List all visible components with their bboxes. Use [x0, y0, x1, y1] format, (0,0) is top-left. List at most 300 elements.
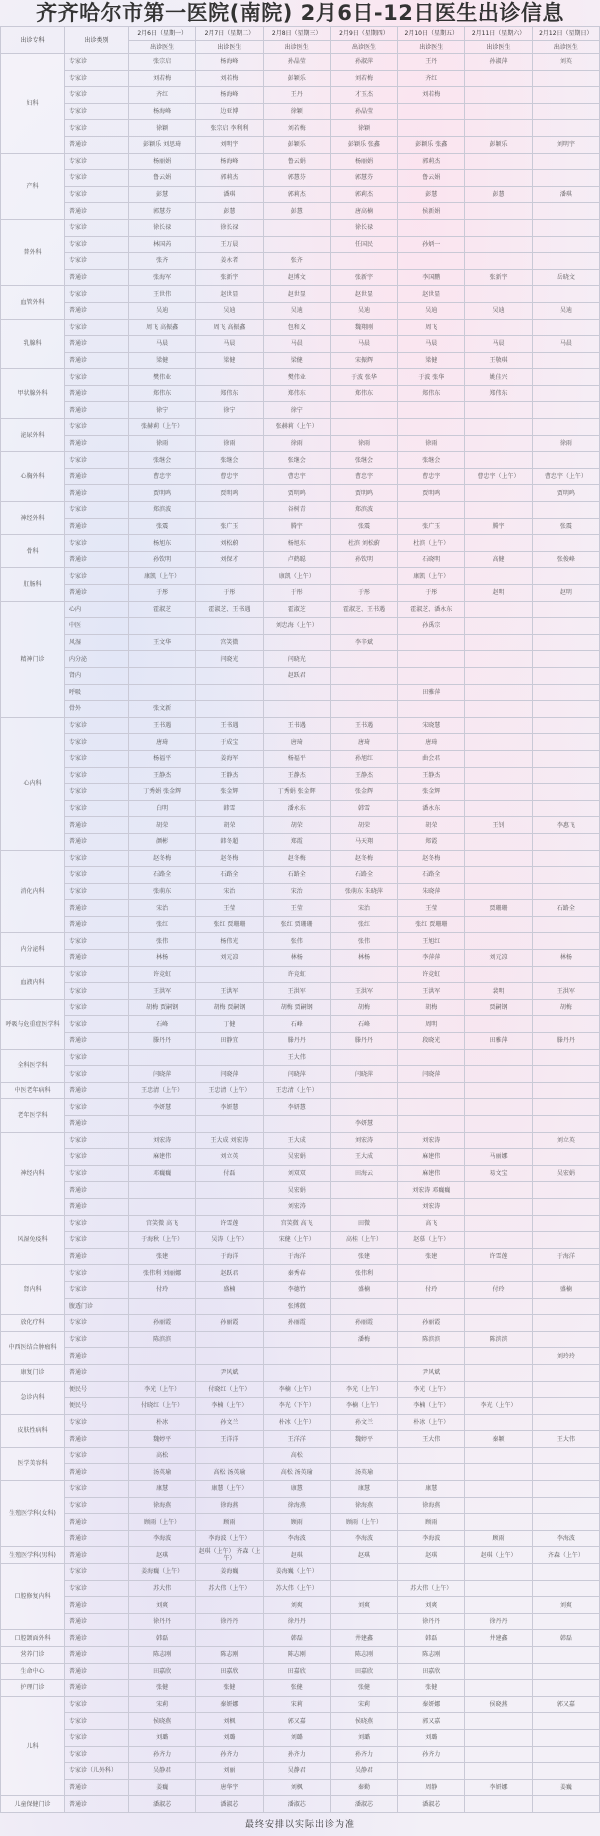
doctor-cell: 彭颖乐 — [263, 70, 330, 87]
doctor-cell: 侯晓燕 — [465, 1696, 532, 1713]
doctor-cell: 潘淑芯 — [263, 1796, 330, 1813]
doctor-cell: 顾雨（上午） — [330, 1514, 397, 1531]
doctor-cell — [465, 1514, 532, 1531]
doctor-cell: 王洪军 — [398, 983, 465, 1000]
doctor-cell: 刘璐 — [129, 1729, 196, 1746]
doctor-cell — [465, 1497, 532, 1514]
doctor-cell: 付磊 — [196, 1165, 263, 1182]
table-row — [1, 618, 600, 635]
doctor-cell — [532, 1464, 599, 1481]
doctor-cell: 刘宏涛 — [330, 1132, 397, 1149]
doctor-cell — [330, 419, 397, 436]
doctor-cell — [129, 1049, 196, 1066]
doctor-cell: 曹忠宇 — [330, 468, 397, 485]
doctor-cell: 吴迪 — [532, 302, 599, 319]
table-row — [1, 219, 600, 236]
table-row — [1, 1248, 600, 1265]
doctor-cell: 赵冬梅 — [129, 850, 196, 867]
table-row — [1, 800, 600, 817]
doctor-cell — [532, 1746, 599, 1763]
doctor-cell — [532, 385, 599, 402]
doctor-cell — [532, 1763, 599, 1780]
table-row — [1, 1348, 600, 1365]
doctor-cell — [532, 1796, 599, 1813]
doctor-cell: 王忠清（上午） — [129, 1082, 196, 1099]
dept-cell: 神经内科 — [1, 1132, 65, 1215]
doctor-cell: 梁健 — [398, 352, 465, 369]
doctor-cell: 杨丽娟 — [129, 153, 196, 170]
doctor-cell: 刘元凉 — [465, 950, 532, 967]
doctor-cell: 吴静君 — [129, 1763, 196, 1780]
dept-cell: 心内科 — [1, 717, 65, 850]
dept-cell: 普外科 — [1, 219, 65, 285]
table-row — [1, 585, 600, 602]
doctor-cell: 刘双双 — [263, 1165, 330, 1182]
doctor-cell — [532, 103, 599, 120]
doctor-cell: 霍淑芝、王书遇 — [330, 601, 397, 618]
doctor-cell: 王静杰 — [263, 767, 330, 784]
doctor-cell: 李惠飞 — [532, 817, 599, 834]
doctor-cell — [330, 1099, 397, 1116]
doctor-cell: 马晨 — [263, 336, 330, 353]
doctor-cell: 丁秀娟 张金辉 — [129, 784, 196, 801]
doctor-cell: 徐长禄 — [129, 219, 196, 236]
doctor-cell: 闫晓光 — [263, 651, 330, 668]
doctor-cell: 尹风斌 — [196, 1364, 263, 1381]
doctor-cell: 陈滨滨 — [398, 1331, 465, 1348]
dept-cell: 生殖医学科(女科) — [1, 1481, 65, 1547]
table-row — [1, 701, 600, 718]
doctor-cell: 赵冬梅 — [398, 850, 465, 867]
doctor-cell: 李海波 — [129, 1530, 196, 1547]
doctor-cell — [532, 1066, 599, 1083]
doctor-cell — [465, 833, 532, 850]
table-row — [1, 1746, 600, 1763]
doctor-cell — [129, 667, 196, 684]
doctor-cell: 郑伟东 — [263, 385, 330, 402]
doctor-cell: 曲会君 — [398, 750, 465, 767]
table-row — [1, 684, 600, 701]
doctor-cell: 井建鑫 — [465, 1630, 532, 1647]
type-cell: 普通诊 — [65, 1663, 129, 1680]
doctor-cell: 苏大伟（上午） — [263, 1580, 330, 1597]
doctor-cell: 田静宜 — [196, 1033, 263, 1050]
doctor-cell — [465, 1348, 532, 1365]
type-cell: 普通诊 — [65, 485, 129, 502]
doctor-cell: 唐琦 — [129, 734, 196, 751]
doctor-cell — [196, 1348, 263, 1365]
doctor-cell — [196, 1298, 263, 1315]
doctor-cell — [196, 1182, 263, 1199]
table-row — [1, 319, 600, 336]
doctor-cell: 刘英 — [532, 54, 599, 71]
doctor-cell — [532, 800, 599, 817]
doctor-cell — [532, 1613, 599, 1630]
doctor-cell: 潘永东 — [398, 800, 465, 817]
doctor-cell — [532, 352, 599, 369]
doctor-cell — [465, 1315, 532, 1332]
table-row — [1, 1547, 600, 1564]
table-row — [1, 1331, 600, 1348]
type-cell: 专家诊 — [65, 419, 129, 436]
doctor-cell: 胡荣 — [263, 817, 330, 834]
doctor-cell — [129, 1182, 196, 1199]
doctor-cell: 胡梅 — [398, 999, 465, 1016]
doctor-cell: 赵世显 — [330, 286, 397, 303]
doctor-cell — [196, 667, 263, 684]
doctor-cell: 孙齐力 — [129, 1746, 196, 1763]
doctor-cell — [465, 1265, 532, 1282]
dept-cell: 儿科 — [1, 1696, 65, 1796]
doctor-cell: 侯新娟 — [398, 203, 465, 220]
doctor-cell: 王书遇 — [129, 717, 196, 734]
table-row — [1, 1481, 600, 1498]
doctor-cell — [465, 452, 532, 469]
doctor-cell: 张健 — [129, 1680, 196, 1697]
doctor-cell: 林杨 — [532, 950, 599, 967]
doctor-cell — [532, 734, 599, 751]
type-cell: 便民号 — [65, 1381, 129, 1398]
doctor-cell: 张海军 — [129, 269, 196, 286]
doctor-cell: 于海洋 — [532, 1248, 599, 1265]
doctor-cell — [532, 170, 599, 187]
doctor-cell: 于成宝 — [196, 734, 263, 751]
doctor-cell — [465, 1232, 532, 1249]
doctor-cell — [532, 153, 599, 170]
doctor-cell: 于海秋（上午） — [129, 1232, 196, 1249]
doctor-cell — [465, 219, 532, 236]
doctor-cell — [532, 701, 599, 718]
dept-cell: 肛肠科 — [1, 568, 65, 601]
doctor-cell: 潘永东 — [263, 800, 330, 817]
doctor-cell: 吴宏娟 — [263, 1149, 330, 1166]
doctor-cell: 王静杰 — [398, 767, 465, 784]
dept-cell: 消化内科 — [1, 850, 65, 933]
dept-cell: 骨科 — [1, 535, 65, 568]
doctor-cell: 张继会 — [129, 452, 196, 469]
doctor-cell — [330, 1580, 397, 1597]
doctor-cell: 姜海巍（上午） — [263, 1564, 330, 1581]
doctor-cell — [196, 369, 263, 386]
doctor-cell: 杨海峰 — [129, 103, 196, 120]
type-cell: 普通诊 — [65, 1630, 129, 1647]
table-row — [1, 1597, 600, 1614]
doctor-cell — [465, 1182, 532, 1199]
doctor-cell: 刘明宇 — [532, 136, 599, 153]
doctor-cell: 滕丹丹 — [263, 1033, 330, 1050]
doctor-cell: 康慧 — [398, 1481, 465, 1498]
doctor-cell: 曹忠宇 — [263, 468, 330, 485]
doctor-cell: 孙禹宗 — [398, 618, 465, 635]
doctor-cell — [129, 684, 196, 701]
doctor-cell — [196, 1049, 263, 1066]
doctor-cell — [330, 1564, 397, 1581]
doctor-cell: 宋莉 — [129, 1696, 196, 1713]
doctor-cell: 李楠（上午） — [330, 1398, 397, 1415]
table-row — [1, 717, 600, 734]
type-cell: 专家诊 — [65, 1016, 129, 1033]
doctor-cell: 滕丹丹 — [330, 1033, 397, 1050]
table-row — [1, 1729, 600, 1746]
type-cell: 专家诊 — [65, 1315, 129, 1332]
doctor-cell: 孙丽霞 — [196, 1315, 263, 1332]
doctor-cell: 胡梅 贾嗣钢 — [196, 999, 263, 1016]
type-cell: 普通诊 — [65, 950, 129, 967]
doctor-cell: 李光（上午） — [330, 1381, 397, 1398]
doctor-cell: 侯晓燕 — [330, 1713, 397, 1730]
doctor-cell: 赵明 — [532, 585, 599, 602]
dept-cell: 呼吸与危重症医学科 — [1, 999, 65, 1049]
doctor-cell: 闫晓萍 — [330, 1066, 397, 1083]
doctor-cell: 郑伟东 — [196, 385, 263, 402]
table-row — [1, 767, 600, 784]
table-row — [1, 153, 600, 170]
doctor-cell — [263, 634, 330, 651]
doctor-cell: 王洪军 — [129, 983, 196, 1000]
type-cell: 普通诊 — [65, 900, 129, 917]
type-cell: 专家诊 — [65, 568, 129, 585]
doctor-cell: 王洋洋 — [196, 1431, 263, 1448]
doctor-cell: 王莹 — [196, 900, 263, 917]
doctor-cell: 霍淑芝 — [129, 601, 196, 618]
doctor-cell: 王忠清（上午） — [263, 1082, 330, 1099]
doctor-cell: 刘保才 — [196, 551, 263, 568]
type-cell: 普通诊 — [65, 1613, 129, 1630]
table-row — [1, 1381, 600, 1398]
header-date: 2月6日（星期一） — [129, 27, 196, 41]
type-cell: 普通诊 — [65, 336, 129, 353]
doctor-cell: 鲁云娟 — [263, 153, 330, 170]
type-cell: 专家诊 — [65, 1564, 129, 1581]
doctor-cell: 李光（上午） — [465, 1398, 532, 1415]
doctor-cell: 刘明宇 — [196, 136, 263, 153]
type-cell: 腹透门诊 — [65, 1298, 129, 1315]
doctor-cell: 张萌东 朱晓萍 — [330, 883, 397, 900]
table-row — [1, 1414, 600, 1431]
doctor-cell — [263, 1331, 330, 1348]
doctor-cell: 高松 — [263, 1447, 330, 1464]
doctor-cell: 王大伟 — [532, 1431, 599, 1448]
type-cell: 专家诊 — [65, 54, 129, 71]
doctor-cell — [398, 103, 465, 120]
table-row — [1, 1165, 600, 1182]
doctor-cell: 赵冬梅 — [196, 850, 263, 867]
doctor-cell — [398, 1447, 465, 1464]
doctor-cell — [398, 1564, 465, 1581]
doctor-cell: 康凯（上午） — [129, 568, 196, 585]
doctor-cell — [398, 1049, 465, 1066]
doctor-cell — [465, 1414, 532, 1431]
doctor-cell: 赵世显 — [263, 286, 330, 303]
doctor-cell: 裴明 — [465, 983, 532, 1000]
doctor-cell: 吴涛（上午） — [196, 1232, 263, 1249]
doctor-cell: 于彤 — [129, 585, 196, 602]
doctor-cell: 赵琪 — [263, 1547, 330, 1564]
table-row — [1, 1431, 600, 1448]
doctor-cell — [465, 103, 532, 120]
dept-cell: 中西医结合肿瘤科 — [1, 1331, 65, 1364]
doctor-cell: 孙淑萍 — [465, 54, 532, 71]
header-doctor: 出诊医生 — [196, 41, 263, 54]
table-row — [1, 551, 600, 568]
doctor-cell: 李妍慧 — [196, 1099, 263, 1116]
doctor-cell — [532, 867, 599, 884]
doctor-cell: 赵世显 — [196, 286, 263, 303]
type-cell: 专家诊 — [65, 750, 129, 767]
doctor-cell: 王大伟 — [263, 1049, 330, 1066]
doctor-cell: 杨丽娟 — [330, 153, 397, 170]
doctor-cell: 于彤 — [196, 585, 263, 602]
doctor-cell: 赵冬梅 — [330, 850, 397, 867]
doctor-cell: 彭慧 — [263, 203, 330, 220]
doctor-cell: 宋治 — [263, 883, 330, 900]
doctor-cell — [532, 883, 599, 900]
doctor-cell: 刘枫 — [263, 1779, 330, 1796]
doctor-cell — [465, 883, 532, 900]
type-cell: 专家诊 — [65, 1713, 129, 1730]
doctor-cell — [532, 87, 599, 104]
doctor-cell: 李海波 — [263, 1530, 330, 1547]
doctor-cell: 林国芮 — [129, 236, 196, 253]
table-row — [1, 1182, 600, 1199]
doctor-cell: 吴迪 — [196, 302, 263, 319]
doctor-cell: 姜海巍 — [196, 1564, 263, 1581]
doctor-cell — [532, 502, 599, 519]
table-row — [1, 734, 600, 751]
doctor-cell — [532, 70, 599, 87]
table-row — [1, 120, 600, 137]
type-cell: 专家诊 — [65, 867, 129, 884]
doctor-cell: 石峰 — [263, 1016, 330, 1033]
doctor-cell: 张齐 — [263, 253, 330, 270]
dept-cell: 内分泌科 — [1, 933, 65, 966]
doctor-cell: 刘宏涛 — [398, 1132, 465, 1149]
type-cell: 专家诊 — [65, 153, 129, 170]
doctor-cell: 刘璐 — [263, 1729, 330, 1746]
type-cell: 专家诊 — [65, 1232, 129, 1249]
doctor-cell: 唐华宇 — [196, 1779, 263, 1796]
doctor-cell — [465, 1663, 532, 1680]
doctor-cell — [532, 1182, 599, 1199]
doctor-cell: 郭莉杰 — [263, 186, 330, 203]
type-cell: 专家诊 — [65, 800, 129, 817]
doctor-cell: 马天翔 — [330, 833, 397, 850]
dept-cell: 护理门诊 — [1, 1680, 65, 1697]
doctor-cell: 才玉杰 — [330, 87, 397, 104]
dept-cell: 产科 — [1, 153, 65, 219]
doctor-cell: 石路全 — [532, 900, 599, 917]
doctor-cell: 高松 — [129, 1447, 196, 1464]
doctor-cell: 陈志刚 — [129, 1647, 196, 1664]
doctor-cell — [398, 1082, 465, 1099]
type-cell: 普通诊 — [65, 1364, 129, 1381]
doctor-cell — [465, 1116, 532, 1133]
doctor-cell: 周飞 — [398, 319, 465, 336]
doctor-cell — [532, 916, 599, 933]
doctor-cell: 徐丹丹 — [196, 1613, 263, 1630]
doctor-cell: 汤英瑜 — [129, 1464, 196, 1481]
doctor-cell: 刘松蔚 — [196, 535, 263, 552]
doctor-cell: 郭莉杰 — [330, 186, 397, 203]
doctor-cell — [532, 784, 599, 801]
dept-cell: 医学美容科 — [1, 1447, 65, 1480]
doctor-cell: 张红 — [330, 916, 397, 933]
doctor-cell: 康慧 — [330, 1481, 397, 1498]
doctor-cell — [465, 1564, 532, 1581]
doctor-cell — [330, 1082, 397, 1099]
table-row — [1, 1680, 600, 1697]
doctor-cell: 潘淑芯 — [398, 1796, 465, 1813]
doctor-cell: 苏大伟 — [129, 1580, 196, 1597]
doctor-cell: 刘璐 — [330, 1729, 397, 1746]
doctor-cell: 田海云 — [330, 1165, 397, 1182]
doctor-cell: 秦妍娜 — [398, 1696, 465, 1713]
doctor-cell: 陈志刚 — [196, 1647, 263, 1664]
doctor-cell: 宋晓慧 — [398, 717, 465, 734]
doctor-cell: 张伟利 刘丽娜 — [129, 1265, 196, 1282]
doctor-cell — [398, 1116, 465, 1133]
type-cell: 普通诊 — [65, 916, 129, 933]
doctor-cell: 李妍慧 — [129, 1099, 196, 1116]
type-cell: 心内 — [65, 601, 129, 618]
doctor-cell: 王洪军 — [196, 983, 263, 1000]
doctor-cell: 闫晓光 — [196, 651, 263, 668]
doctor-cell — [330, 1049, 397, 1066]
table-row — [1, 833, 600, 850]
doctor-cell — [465, 1016, 532, 1033]
type-cell: 专家诊 — [65, 369, 129, 386]
doctor-cell — [465, 1763, 532, 1780]
doctor-cell — [398, 419, 465, 436]
doctor-cell: 易文宝 — [465, 1165, 532, 1182]
doctor-cell: 赵跃君 — [196, 1265, 263, 1282]
doctor-cell — [532, 767, 599, 784]
type-cell: 专家诊 — [65, 1281, 129, 1298]
doctor-cell: 彭颖乐 张鑫 — [398, 136, 465, 153]
type-cell: 普通诊 — [65, 833, 129, 850]
doctor-cell: 张震 — [532, 518, 599, 535]
table-row — [1, 186, 600, 203]
doctor-cell: 李萍萍 — [398, 950, 465, 967]
doctor-cell: 孙晶莹 — [330, 103, 397, 120]
doctor-cell: 贾明鸣 — [196, 485, 263, 502]
doctor-cell: 付玲 — [129, 1281, 196, 1298]
doctor-cell: 赵明 — [465, 585, 532, 602]
doctor-cell: 张萌东 — [129, 883, 196, 900]
doctor-cell: 赵博文 — [263, 269, 330, 286]
table-row — [1, 269, 600, 286]
doctor-cell: 孙齐力 — [330, 1746, 397, 1763]
doctor-cell — [196, 701, 263, 718]
doctor-cell: 张广玉 — [398, 518, 465, 535]
table-row — [1, 1149, 600, 1166]
doctor-cell: 霍淑芝 — [263, 601, 330, 618]
type-cell: 普通诊 — [65, 1680, 129, 1697]
doctor-cell: 刘爽 — [398, 1597, 465, 1614]
doctor-cell: 周飞 高振鑫 — [196, 319, 263, 336]
doctor-cell: 张建 — [129, 1248, 196, 1265]
doctor-cell — [465, 568, 532, 585]
doctor-cell — [465, 170, 532, 187]
doctor-cell: 彭颖乐 — [465, 136, 532, 153]
doctor-cell: 郑伟东 — [465, 385, 532, 402]
doctor-cell — [532, 1398, 599, 1415]
doctor-cell: 张广玉 — [196, 518, 263, 535]
doctor-cell: 徐宁 — [196, 402, 263, 419]
doctor-cell: 胡梅 — [330, 999, 397, 1016]
doctor-cell: 王丹 — [263, 87, 330, 104]
table-row — [1, 1066, 600, 1083]
